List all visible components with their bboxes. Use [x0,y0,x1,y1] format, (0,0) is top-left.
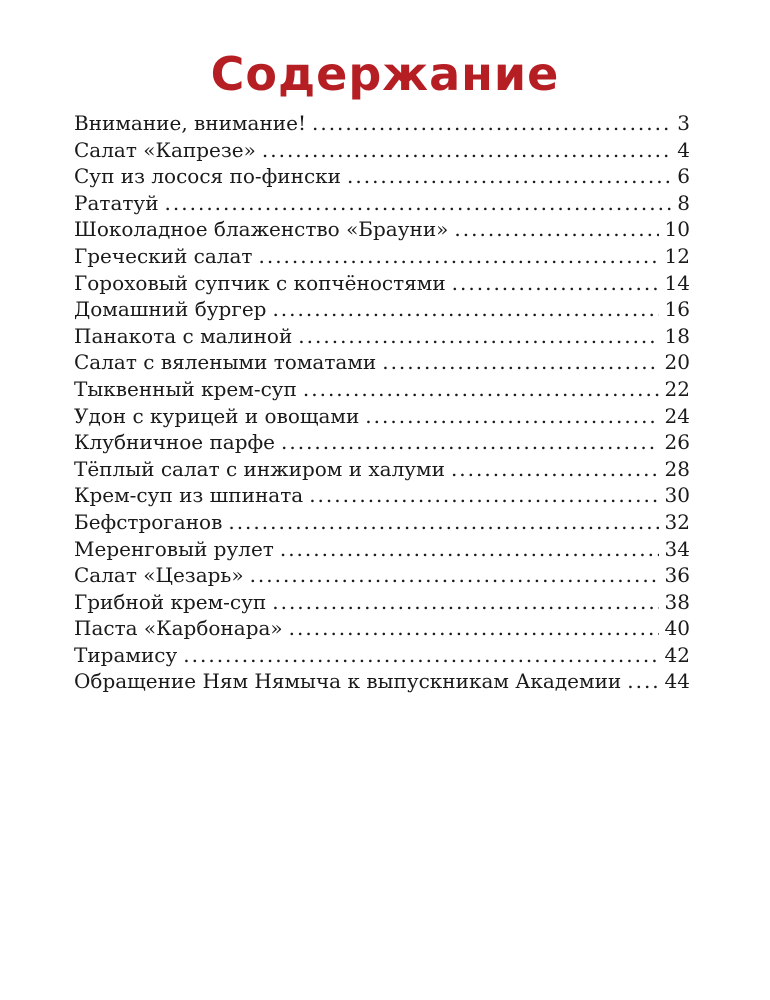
toc-entry [74,377,690,404]
toc-entry [74,271,690,298]
toc-leader-dots [454,217,658,241]
toc-page-number: 44 [664,669,690,694]
toc-leader-dots [347,164,671,188]
toc-entry-title: Шоколадное блаженство «Брауни» [74,217,449,242]
toc-leader-dots [365,404,658,428]
toc-entry-title: Тирамису [74,642,178,667]
toc-entry [74,404,690,431]
toc-leader-dots [452,271,659,295]
toc-page-number: 26 [664,430,690,455]
toc-leader-dots [298,324,658,348]
toc-entry-title: Гороховый супчик с копчёностями [74,270,446,295]
toc-entry [74,244,690,271]
toc-leader-dots [281,430,659,454]
page-title: Содержание [210,47,560,101]
toc-page-number: 12 [664,243,690,268]
toc-leader-dots [309,483,658,507]
toc-entry [74,457,690,484]
toc-entry-title: Суп из лосося по-фински [74,164,341,189]
toc-entry [74,430,690,457]
toc-entry-title: Тыквенный крем-суп [74,376,297,401]
toc-leader-dots [262,138,671,162]
toc-entry [74,590,690,617]
toc-entry [74,643,690,670]
toc-entry-title: Салат с вялеными томатами [74,350,377,375]
toc-entry [74,297,690,324]
toc-entry [74,164,690,191]
toc-leader-dots [272,297,658,321]
toc-page-number: 8 [677,190,690,215]
toc-leader-dots [165,191,672,215]
toc-leader-dots [258,244,658,268]
toc-page-number: 6 [677,164,690,189]
toc-entry [74,217,690,244]
toc-leader-dots [627,669,658,693]
toc-entry-title: Грибной крем-суп [74,589,267,614]
toc-page-number: 40 [664,616,690,641]
toc-entry [74,510,690,537]
toc-leader-dots [183,643,658,667]
toc-entry-title: Клубничное парфе [74,430,275,455]
toc-entry-title: Бефстроганов [74,509,223,534]
toc-leader-dots [280,537,659,561]
toc-page-number: 36 [664,563,690,588]
toc-entry-title: Паста «Карбонара» [74,616,283,641]
toc-entry-title: Удон с курицей и овощами [74,403,360,428]
toc-entry-title: Греческий салат [74,243,253,268]
toc-entry-title: Рататуй [74,190,159,215]
toc-page-number: 14 [664,270,690,295]
toc-entry-title: Салат «Цезарь» [74,563,244,588]
toc-entry-title: Меренговый рулет [74,536,274,561]
toc-page-number: 3 [677,111,690,135]
toc-entry-title: Домашний бургер [74,297,267,322]
toc-entry-title: Тёплый салат с инжиром и халуми [74,456,445,481]
toc-page-number: 28 [664,456,690,481]
toc-entry [74,537,690,564]
toc-leader-dots [289,616,659,640]
toc-entry [74,324,690,351]
toc-leader-dots [250,563,659,587]
toc-entry-title: Панакота с малиной [74,323,293,348]
toc-leader-dots [303,377,659,401]
toc-entry [74,563,690,590]
table-of-contents [74,111,690,696]
toc-page-number: 22 [664,376,690,401]
toc-leader-dots [312,111,671,135]
toc-entry [74,669,690,696]
toc-page-number: 16 [664,297,690,322]
toc-page-number: 20 [664,350,690,375]
toc-entry [74,350,690,377]
toc-leader-dots [451,457,659,481]
toc-page-number: 10 [664,217,690,242]
toc-page-number: 34 [664,536,690,561]
toc-leader-dots [228,510,658,534]
toc-entry [74,191,690,218]
toc-page-number: 24 [664,403,690,428]
toc-page-number: 30 [664,483,690,508]
toc-entry [74,138,690,165]
toc-entry-title: Салат «Капрезе» [74,137,256,162]
toc-leader-dots [272,590,658,614]
toc-entry-title: Крем-суп из шпината [74,483,304,508]
toc-leader-dots [382,350,658,374]
toc-page-number: 32 [664,509,690,534]
toc-page-number: 42 [664,642,690,667]
toc-page-number: 18 [664,323,690,348]
toc-entry [74,616,690,643]
toc-entry [74,111,690,138]
toc-entry [74,483,690,510]
toc-page-number: 38 [664,589,690,614]
toc-entry-title: Внимание, внимание! [74,111,306,135]
toc-page-number: 4 [677,137,690,162]
toc-entry-title: Обращение Ням Нямыча к выпускникам Академии [74,669,622,694]
